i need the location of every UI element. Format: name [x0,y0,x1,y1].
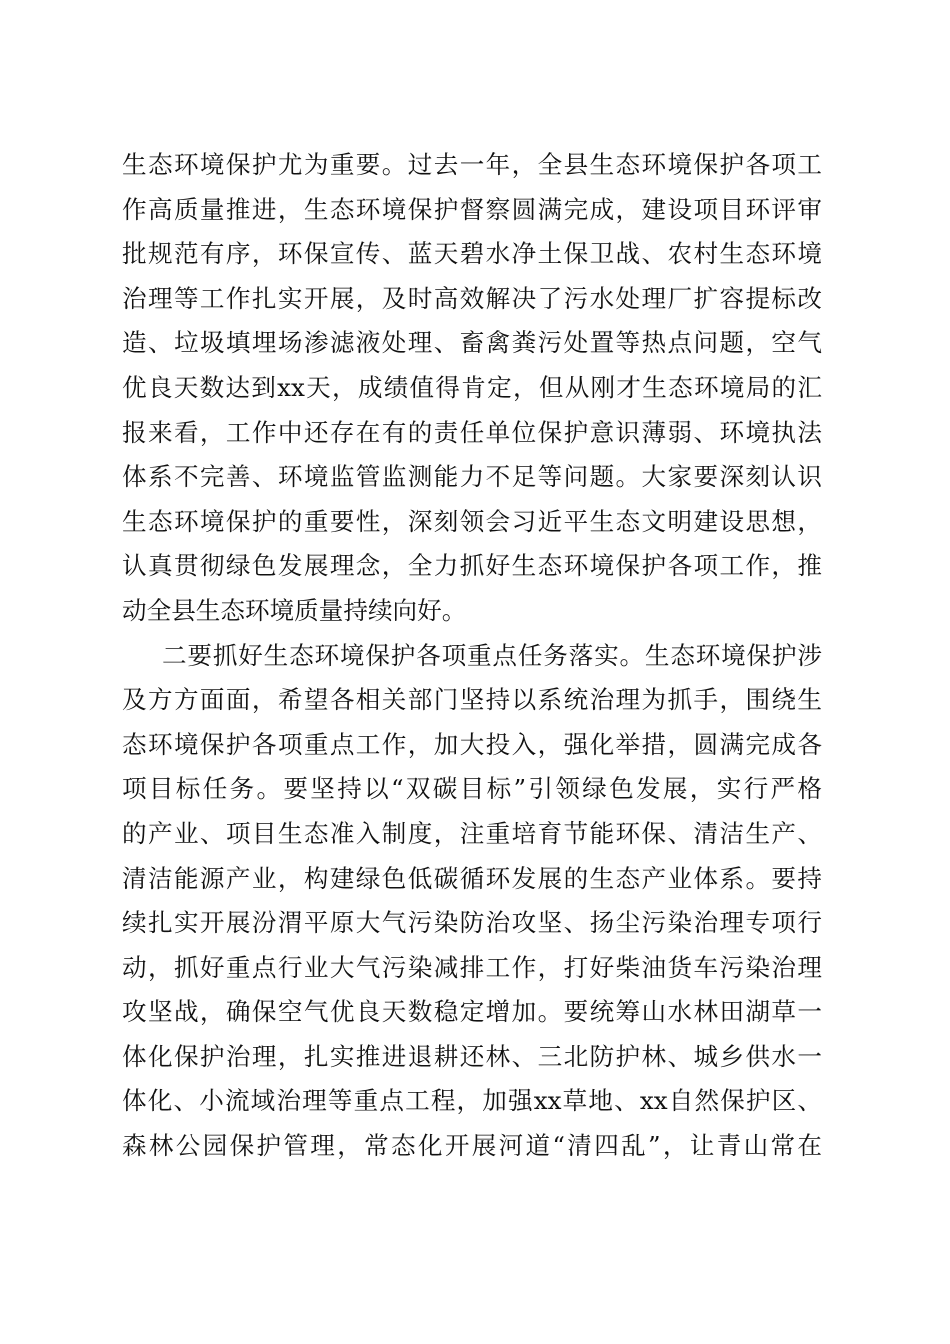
paragraph-line: 及方方面面，希望各相关部门坚持以系统治理为抓手，围绕生 [122,685,822,715]
paragraph-line: 体系不完善、环境监管监测能力不足等问题。大家要深刻认识 [122,462,822,492]
paragraph-line: 作高质量推进，生态环境保护督察圆满完成，建设项目环评审 [122,194,822,224]
paragraph-2 [122,634,822,1169]
paragraph-line: 优良天数达到xx天，成绩值得肯定，但从刚才生态环境局的汇 [122,372,822,402]
paragraph-line: 攻坚战，确保空气优良天数稳定增加。要统筹山水林田湖草一 [122,997,822,1027]
paragraph-line: 生态环境保护尤为重要。过去一年，全县生态环境保护各项工 [122,150,822,179]
paragraph-line: 报来看，工作中还存在有的责任单位保护意识薄弱、环境执法 [122,417,822,447]
document-body [122,143,822,1169]
paragraph-line: 治理等工作扎实开展，及时高效解决了污水处理厂扩容提标改 [122,283,822,313]
paragraph-line: 续扎实开展汾渭平原大气污染防治攻坚、扬尘污染治理专项行 [122,908,822,938]
paragraph-line: 清洁能源产业，构建绿色低碳循环发展的生态产业体系。要持 [122,863,822,893]
paragraph-line: 体化保护治理，扎实推进退耕还林、三北防护林、城乡供水一 [122,1041,822,1071]
paragraph-line: 体化、小流域治理等重点工程，加强xx草地、xx自然保护区、 [122,1086,822,1116]
paragraph-line: 二要抓好生态环境保护各项重点任务落实。生态环境保护涉 [162,640,822,670]
paragraph-line: 认真贯彻绿色发展理念，全力抓好生态环境保护各项工作，推 [122,551,822,581]
paragraph-line: 动，抓好重点行业大气污染减排工作，打好柴油货车污染治理 [122,952,822,982]
paragraph-line: 的产业、项目生态准入制度，注重培育节能环保、清洁生产、 [122,818,822,848]
paragraph-1 [122,143,822,634]
paragraph-line: 项目标任务。要坚持以“双碳目标”引领绿色发展，实行严格 [122,774,822,804]
paragraph-line: 生态环境保护的重要性，深刻领会习近平生态文明建设思想， [122,506,822,536]
paragraph-line: 动全县生态环境质量持续向好。 [122,595,467,625]
paragraph-line: 森林公园保护管理，常态化开展河道“清四乱”，让青山常在 [122,1131,822,1161]
paragraph-line: 态环境保护各项重点工作，加大投入，强化举措，圆满完成各 [122,729,822,759]
paragraph-line: 造、垃圾填埋场渗滤液处理、畜禽粪污处置等热点问题，空气 [122,328,822,358]
paragraph-line: 批规范有序，环保宣传、蓝天碧水净土保卫战、农村生态环境 [122,239,822,269]
